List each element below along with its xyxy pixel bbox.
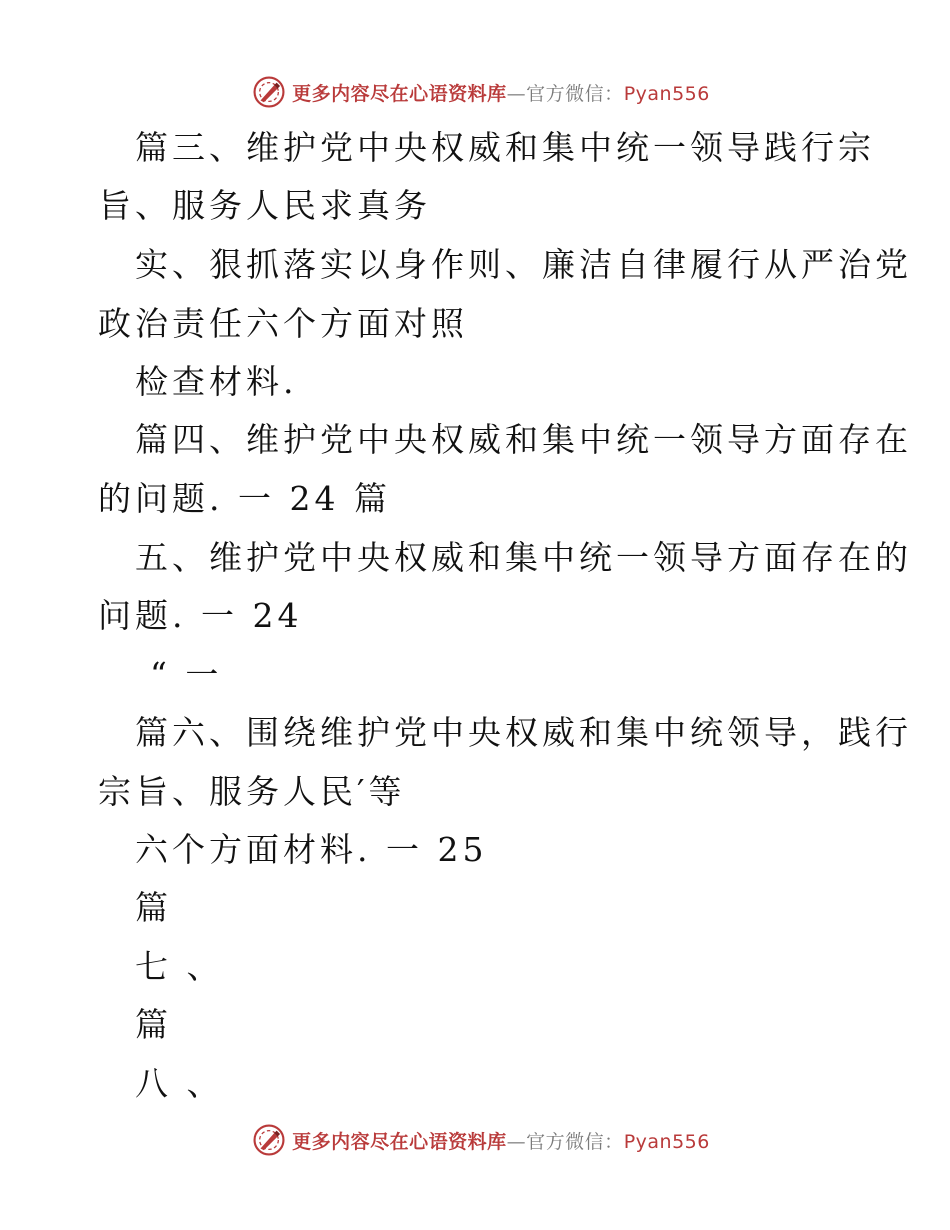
banner-main-text: 更多内容尽在心语资料库 xyxy=(292,1130,507,1153)
text-line: 六个方面材料. 一 25 xyxy=(135,830,488,869)
text-line: “ 一 xyxy=(150,655,223,694)
text-line: 篇 xyxy=(135,888,172,927)
banner-dash: — xyxy=(506,82,527,105)
text-line: 的问题. 一 24 篇 xyxy=(98,479,391,518)
banner-dash: — xyxy=(506,1130,527,1153)
footer-watermark-banner xyxy=(0,1120,950,1160)
text-line: 七 、 xyxy=(135,947,224,986)
banner-main-text: 更多内容尽在心语资料库 xyxy=(292,82,507,105)
banner-wechat-id: Pyan556 xyxy=(623,82,710,105)
text-line: 篇三、维护党中央权威和集中统一领导践行宗 xyxy=(135,128,875,167)
text-line: 五、维护党中央权威和集中统一领导方面存在的 xyxy=(135,538,912,577)
text-line: 政治责任六个方面对照 xyxy=(98,304,468,343)
pen-logo-icon xyxy=(252,1123,286,1157)
text-line: 实、狠抓落实以身作则、廉洁自律履行从严治党 xyxy=(135,245,912,284)
text-line: 检查材料. xyxy=(135,362,298,401)
banner-wechat-id: Pyan556 xyxy=(623,1130,710,1153)
text-line: 宗旨、服务人民′等 xyxy=(98,772,406,811)
banner-wechat-label: 官方微信： xyxy=(526,1130,624,1153)
text-line: 篇六、围绕维护党中央权威和集中统领导，践行 xyxy=(135,713,912,752)
text-line: 篇四、维护党中央权威和集中统一领导方面存在 xyxy=(135,420,912,459)
text-line: 篇 xyxy=(135,1005,172,1044)
text-line: 问题. 一 24 xyxy=(98,596,303,635)
text-line: 旨、服务人民求真务 xyxy=(98,186,431,225)
banner-wechat-label: 官方微信： xyxy=(526,82,624,105)
text-line: 八 、 xyxy=(135,1064,224,1103)
